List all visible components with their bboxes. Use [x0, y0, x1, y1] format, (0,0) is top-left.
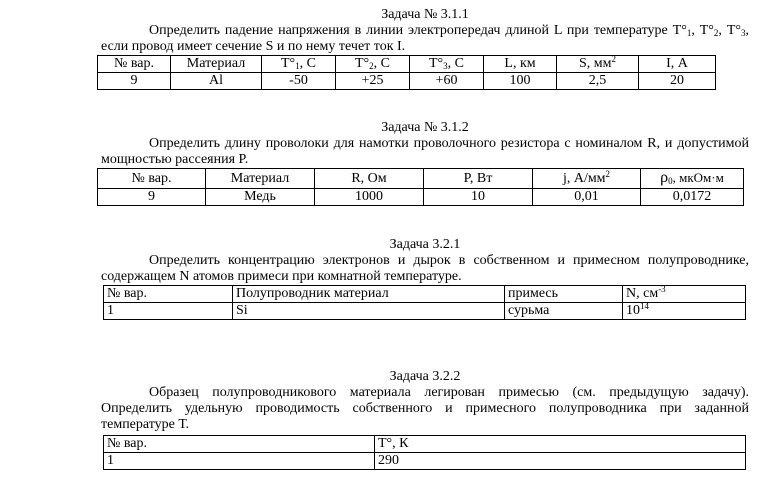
table-cell: -50	[262, 73, 336, 90]
table-cell: +25	[336, 73, 410, 90]
table-cell: $10^{14}$	[623, 303, 746, 320]
header-cell: I, А	[639, 56, 716, 73]
task-table	[97, 168, 744, 206]
header-cell: № вар.	[98, 56, 171, 73]
task-text: Определить падение напряжения в линии электропередач длиной L при температуре $Т^\circ_1$, $Т^\circ_2$, $Т^\circ_3$, если провод имеет сечение S и по нему течет ток I.	[101, 23, 749, 54]
header-cell: $Т^\circ_1$, С	[262, 56, 336, 73]
table-cell: сурьма	[505, 303, 623, 320]
table-header-row	[98, 56, 716, 73]
table-cell: Al	[171, 73, 262, 90]
header-cell: № вар.	[104, 286, 233, 303]
table-cell: 9	[98, 73, 171, 90]
header-cell: примесь	[505, 286, 623, 303]
task-text: Определить концентрацию электронов и дырок в собственном и примесном полупроводнике, содержащем N атомов примеси при комнатной температуре.	[101, 253, 749, 284]
table-cell: Медь	[206, 189, 315, 206]
table-row	[104, 303, 746, 320]
header-cell: $Т^\circ_2$, С	[336, 56, 410, 73]
table-cell: +60	[410, 73, 484, 90]
header-cell: Материал	[206, 169, 315, 189]
header-cell: $Т^\circ_3$, С	[410, 56, 484, 73]
header-cell: $\rho_0$, мкОм·м	[641, 169, 744, 189]
header-cell: R, Ом	[315, 169, 424, 189]
table-cell: 20	[639, 73, 716, 90]
task-title: Задача № 3.1.2	[381, 120, 469, 135]
table-header-row	[98, 169, 744, 189]
task-title: Задача 3.2.2	[389, 369, 461, 384]
table-cell: 1	[104, 453, 375, 470]
task-3-2-1	[101, 237, 749, 320]
task-title: Задача № 3.1.1	[381, 7, 469, 22]
task-text: Определить длину проволоки для намотки проволочного резистора с номиналом R, и допустимой мощностью рассеяния P.	[101, 136, 749, 167]
task-table	[97, 55, 716, 90]
task-table	[103, 285, 746, 320]
table-cell: 0,01	[533, 189, 641, 206]
header-cell: Т°, К	[375, 436, 746, 453]
table-header-row	[104, 436, 746, 453]
table-cell: 1	[104, 303, 233, 320]
table-cell: 2,5	[557, 73, 639, 90]
table-cell: 100	[484, 73, 557, 90]
header-cell: j, $А/мм^2$	[533, 169, 641, 189]
table-cell: 290	[375, 453, 746, 470]
table-cell: Si	[233, 303, 505, 320]
header-cell: № вар.	[104, 436, 375, 453]
task-text: Образец полупроводникового материала легирован примесью (см. предыдущую задачу). Определить удельную проводимость собственного и примесного полупроводника при заданной температуре Т.	[101, 385, 749, 432]
table-header-row	[104, 286, 746, 303]
task-title: Задача 3.2.1	[389, 237, 461, 252]
table-cell: 9	[98, 189, 206, 206]
table-row	[98, 73, 716, 90]
task-3-1-2	[101, 120, 749, 206]
task-3-1-1	[101, 7, 749, 90]
header-cell: P, Вт	[424, 169, 533, 189]
header-cell: Материал	[171, 56, 262, 73]
table-row	[104, 453, 746, 470]
header-cell: N, $см^{-3}$	[623, 286, 746, 303]
header-cell: L, км	[484, 56, 557, 73]
header-cell: № вар.	[98, 169, 206, 189]
header-cell: S, $мм^2$	[557, 56, 639, 73]
table-cell: 10	[424, 189, 533, 206]
task-table	[103, 435, 746, 470]
table-cell: 1000	[315, 189, 424, 206]
table-cell: 0,0172	[641, 189, 744, 206]
header-cell: Полупроводник материал	[233, 286, 505, 303]
task-3-2-2	[101, 369, 749, 470]
table-row	[98, 189, 744, 206]
